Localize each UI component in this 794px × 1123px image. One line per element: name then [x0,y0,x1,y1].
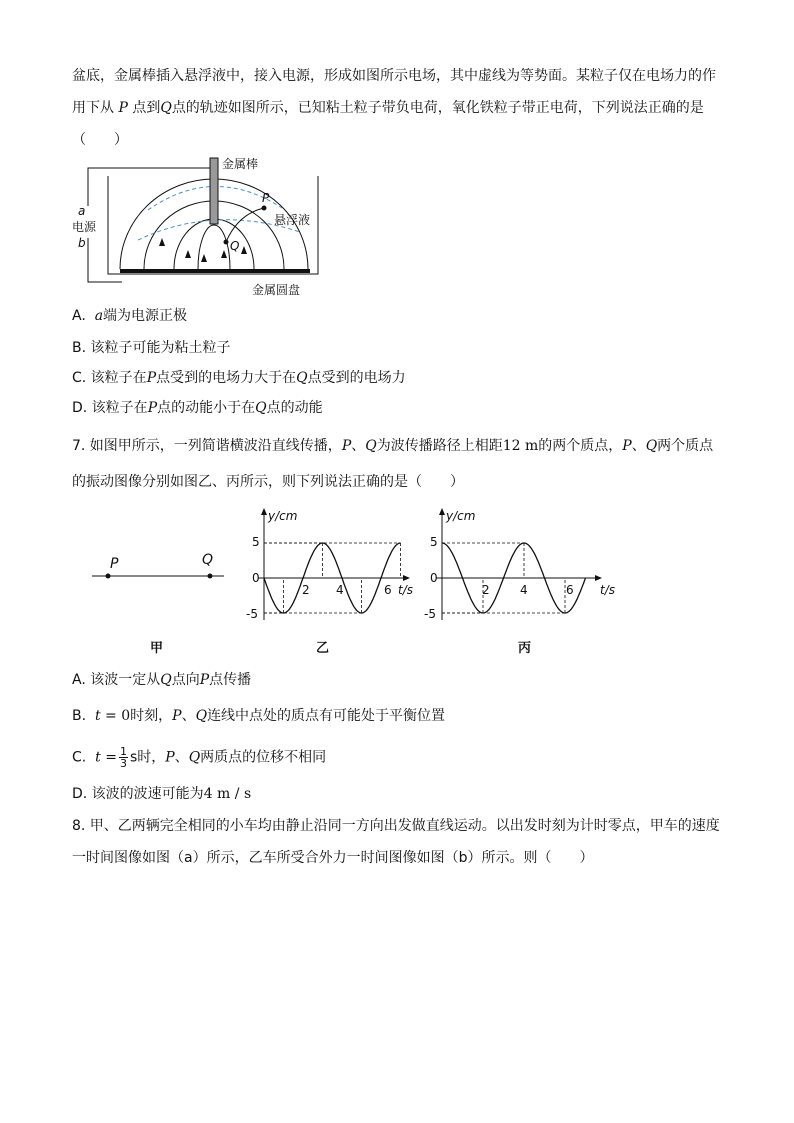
q7-option-d[interactable]: D. 该波的波速可能为4 m / s [72,786,252,802]
q6-option-a[interactable]: A. a端为电源正极 [72,308,188,324]
label-liquid: 悬浮液 [274,213,311,227]
field-arrow [201,254,207,262]
field-arrow [159,238,165,246]
q7-stem-line2: 的振动图像分别如图乙、丙所示，则下列说法正确的是（ ） [72,474,464,490]
q6-paren: （ ） [72,132,128,148]
y-tick-neg: -5 [246,607,258,621]
q7-option-c[interactable]: C. t = $\frac{1}{3}$ s时，P、Q两质点的位移不相同 [72,745,327,770]
q8-stem-line1: 8. 甲、乙两辆完全相同的小车均由静止沿同一方向出发做直线运动。以出发时刻为计时零点，甲车的速度 [72,818,720,834]
y-tick-pos: 5 [430,535,438,549]
y-tick-neg: -5 [424,607,436,621]
caption-yi: 乙 [316,641,330,656]
wire-left [88,168,214,206]
y-axis-arrow [261,508,267,515]
x-tick-6: 6 [566,583,574,597]
wire-bottom [88,238,122,282]
x-tick-2: 2 [302,583,310,597]
metal-disk [120,269,310,273]
field-arrow [221,250,227,258]
fraction-one-third: $\frac{1}{3}$ [119,745,127,770]
q6-option-d[interactable]: D. 该粒子在P点的动能小于在Q点的动能 [72,400,323,416]
field-line [174,219,254,269]
x-axis-arrow [595,575,602,581]
q7-figure-bing [420,506,620,658]
q7-figure-yi [244,506,424,658]
q6-stem-line2: 用下从 P 点到Q点的轨迹如图所示，已知粘土粒子带负电荷，氧化铁粒子带正电荷，下列说法正确的是 [72,100,704,116]
point-P [262,206,267,211]
point-P [106,574,111,579]
y-axis-arrow [439,508,445,515]
field-arrow [241,246,247,254]
label-b: b [78,236,86,250]
field-arrow [185,250,191,258]
q6-stem-line1: 盆底，金属棒插入悬浮液中，接入电源，形成如图所示电场，其中虚线为等势面。某粒子仅在电场力的作 [72,68,716,84]
metal-rod [210,158,218,224]
x-tick-4: 4 [336,583,344,597]
label-disk: 金属圆盘 [252,283,301,297]
x-axis-arrow [403,575,410,581]
label-a: a [78,204,86,218]
caption-bing: 丙 [518,641,532,656]
q8-stem-line2: 一时间图像如图（a）所示，乙车所受合外力一时间图像如图（b）所示。则（ ） [72,850,594,866]
q7-figure-jia [88,540,238,660]
label-Q: Q [230,239,240,253]
label-P: P [110,556,119,572]
q7-stem-line1: 7. 如图甲所示，一列简谐横波沿直线传播，P、Q为波传播路径上相距12 m的两个质点，P、Q两个质点 [72,438,714,454]
x-axis-label: t/s [600,583,615,597]
label-P: P [262,191,270,205]
label-Q: Q [202,552,214,568]
q7-option-b[interactable]: B. t = 0时刻，P、Q连线中点处的质点有可能处于平衡位置 [72,708,446,724]
origin-label: 0 [430,571,438,585]
x-tick-4: 4 [520,583,528,597]
y-tick-pos: 5 [252,535,260,549]
x-tick-2: 2 [482,583,490,597]
y-axis-label: y/cm [268,509,298,523]
q6-option-c[interactable]: C. 该粒子在P点受到的电场力大于在Q点受到的电场力 [72,370,406,386]
label-power: 电源 [72,220,97,234]
q6-figure [72,154,338,304]
q6-option-b[interactable]: B. 该粒子可能为粘土粒子 [72,340,231,356]
y-axis-label: y/cm [446,509,476,523]
point-Q [208,574,213,579]
origin-label: 0 [252,571,260,585]
x-tick-6: 6 [384,583,392,597]
q7-option-a[interactable]: A. 该波一定从Q点向P点传播 [72,672,252,688]
label-rod: 金属棒 [222,157,259,171]
caption-jia: 甲 [150,641,164,656]
point-Q [224,240,229,245]
field-line [198,225,230,269]
x-axis-label: t/s [398,583,413,597]
